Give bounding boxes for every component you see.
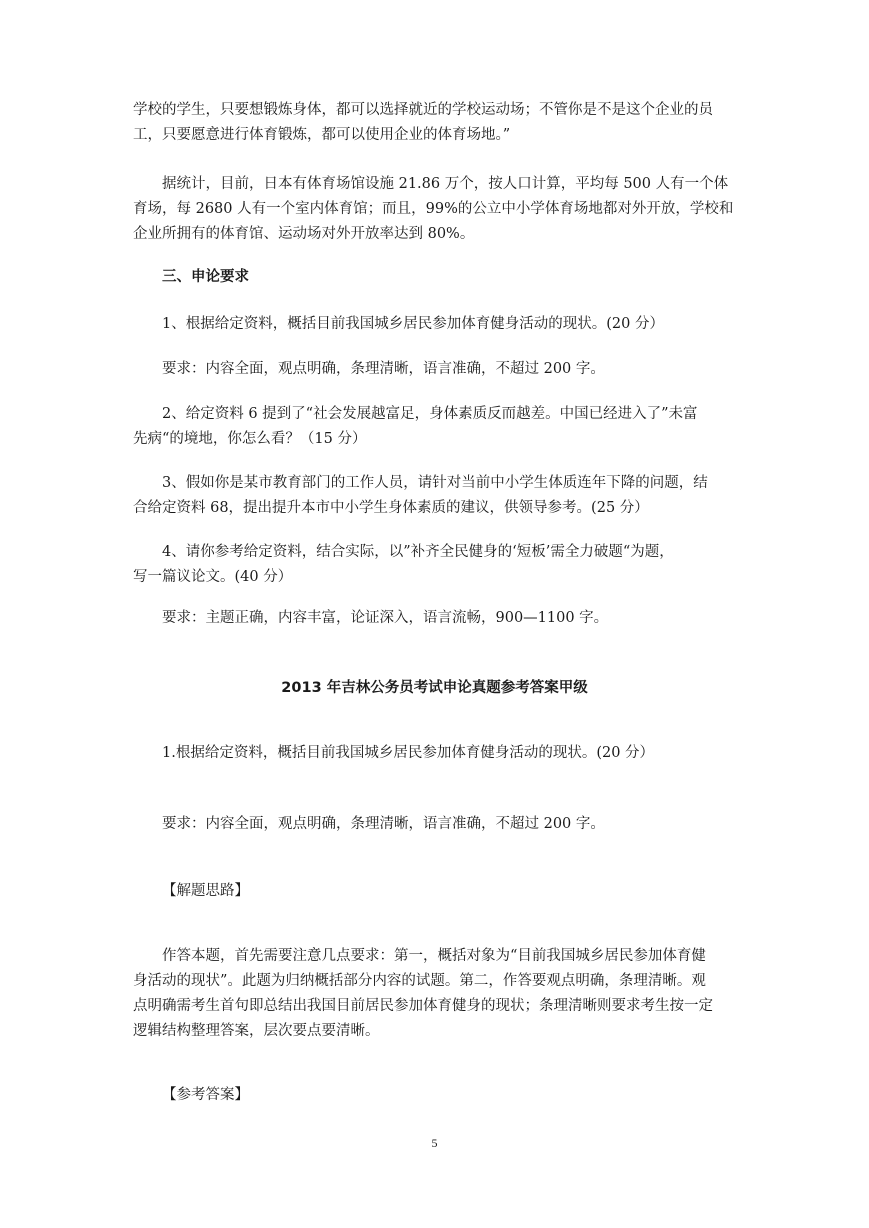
text-line: 身活动的现状”。此题为归纳概括部分内容的试题。第二，作答要观点明确，条理清晰。观 [133,973,706,989]
question-3-cont [133,496,739,521]
text-line: 据统计，目前，日本有体育场馆设施 21.86 万个，按人口计算，平均每 500 人有一个体 [162,176,729,192]
text-line: 合给定资料 68，提出提升本市中小学生身体素质的建议，供领导参考。(25 分） [133,500,649,516]
answer-question-1: 1.根据给定资料，概括目前我国城乡居民参加体育健身活动的现状。(20 分） [162,745,655,761]
text-line: 点明确需考生首句即总结出我国目前居民参加体育健身的现状；条理清晰则要求考生按一定 [133,998,713,1014]
text-line: 2、给定资料 6 提到了“社会发展越富足，身体素质反而越差。中国已经进入了”未富 [162,406,698,422]
question-4-cont [133,565,739,590]
question-1: 1、根据给定资料，概括目前我国城乡居民参加体育健身活动的现状。(20 分） [162,316,664,332]
question-2 [162,402,768,427]
reference-answer-label: 【参考答案】 [162,1087,249,1103]
question-3 [162,471,768,496]
page-number: 5 [431,1136,438,1150]
question-1-requirement: 要求：内容全面，观点明确，条理清晰，语言准确，不超过 200 字。 [162,361,605,377]
approach-label: 【解题思路】 [162,883,249,899]
text-line: 写一篇议论文。(40 分） [133,569,293,585]
text-line: 逻辑结构整理答案，层次要点要清晰。 [133,1023,380,1039]
question-4 [162,540,768,565]
answer-question-1-requirement: 要求：内容全面，观点明确，条理清晰，语言准确，不超过 200 字。 [162,816,605,832]
text-line: 工，只要愿意进行体育锻炼，都可以使用企业的体育场地。” [133,127,511,143]
text-line: 4、请你参考给定资料，结合实际，以”补齐全民健身的‘短板’需全力破题“为题， [162,544,674,560]
question-2-cont [133,427,739,452]
text-line: 先病“的境地，你怎么看？（15 分） [133,431,367,447]
paragraph-japan-statistics [162,172,768,197]
paragraph-school-sports [133,98,739,148]
paragraph-japan-statistics-cont [133,197,739,247]
question-4-requirement: 要求：主题正确，内容丰富，论证深入，语言流畅，900—1100 字。 [162,610,609,626]
approach-paragraph-cont [133,969,739,1044]
approach-paragraph [162,944,768,969]
text-line: 育场，每 2680 人有一个室内体育馆；而且，99%的公立中小学体育场地都对外开放，学校和 [133,201,734,217]
text-line: 作答本题，首先需要注意几点要求：第一，概括对象为“目前我国城乡居民参加体育健 [162,948,706,964]
answer-section-title: 2013 年吉林公务员考试申论真题参考答案甲级 [281,680,588,696]
section-heading-requirements: 三、申论要求 [162,269,249,285]
text-line: 3、假如你是某市教育部门的工作人员，请针对当前中小学生体质连年下降的问题，结 [162,475,708,491]
text-line: 企业所拥有的体育馆、运动场对外开放率达到 80%。 [133,226,475,242]
text-line: 学校的学生，只要想锻炼身体，都可以选择就近的学校运动场；不管你是不是这个企业的员 [133,102,713,118]
